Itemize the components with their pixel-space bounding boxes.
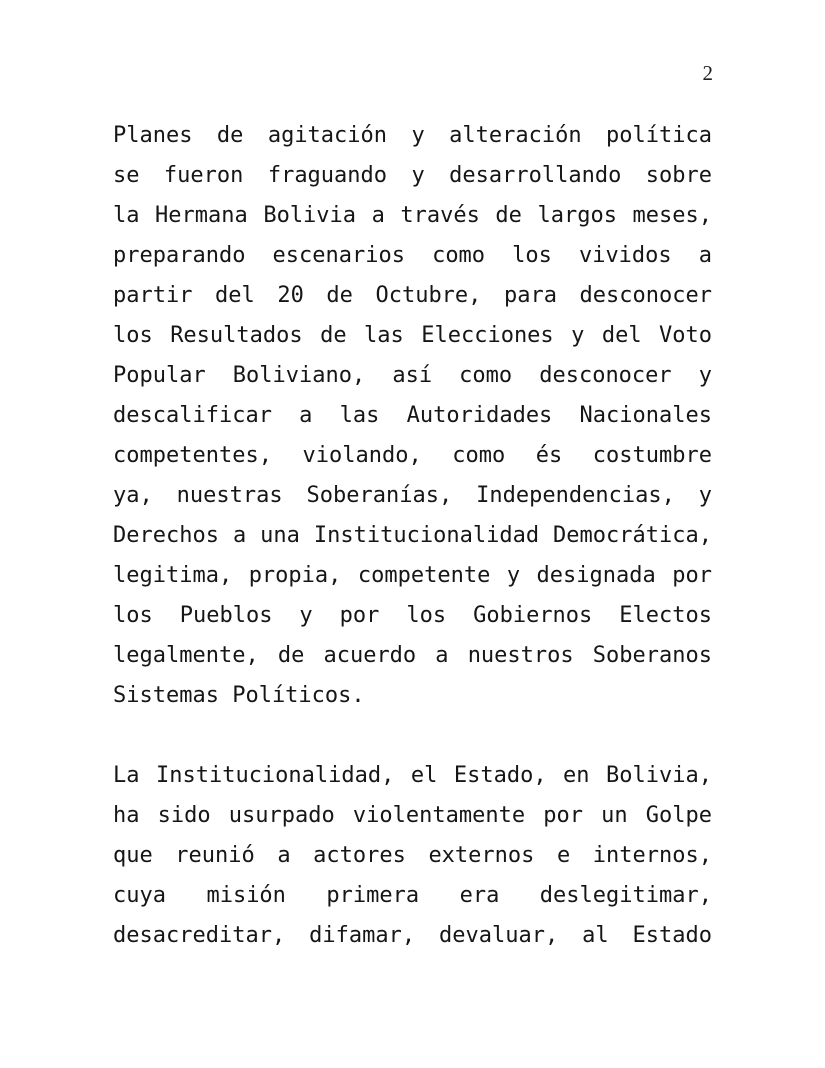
text-line: se fueron fraguando y desarrollando sobre xyxy=(113,163,712,188)
text-line: los Resultados de las Elecciones y del Voto xyxy=(113,323,712,348)
text-line: Popular Boliviano, así como desconocer y xyxy=(113,363,712,388)
paragraph-1 xyxy=(113,116,712,716)
page-number: 2 xyxy=(702,61,713,85)
text-line: Derechos a una Institucionalidad Democrática, xyxy=(113,523,712,548)
text-line: legitima, propia, competente y designada por xyxy=(113,563,712,588)
text-line: ha sido usurpado violentamente por un Golpe xyxy=(113,803,712,828)
text-line: preparando escenarios como los vividos a xyxy=(113,243,712,268)
text-line: desacreditar, difamar, devaluar, al Estado xyxy=(113,923,712,948)
text-line: los Pueblos y por los Gobiernos Electos xyxy=(113,603,712,628)
text-line: La Institucionalidad, el Estado, en Bolivia, xyxy=(113,763,712,788)
text-line: partir del 20 de Octubre, para desconocer xyxy=(113,283,712,308)
text-line: Planes de agitación y alteración política xyxy=(113,123,712,148)
text-line: Sistemas Políticos. xyxy=(113,683,365,708)
text-line: descalificar a las Autoridades Nacionales xyxy=(113,403,712,428)
text-line: legalmente, de acuerdo a nuestros Soberanos xyxy=(113,643,712,668)
text-line: que reunió a actores externos e internos, xyxy=(113,843,712,868)
text-line: la Hermana Bolivia a través de largos meses, xyxy=(113,203,712,228)
document-body xyxy=(113,116,712,956)
text-line: cuya misión primera era deslegitimar, xyxy=(113,883,712,908)
text-line: ya, nuestras Soberanías, Independencias, y xyxy=(113,483,712,508)
text-line: competentes, violando, como és costumbre xyxy=(113,443,712,468)
paragraph-2 xyxy=(113,756,712,956)
